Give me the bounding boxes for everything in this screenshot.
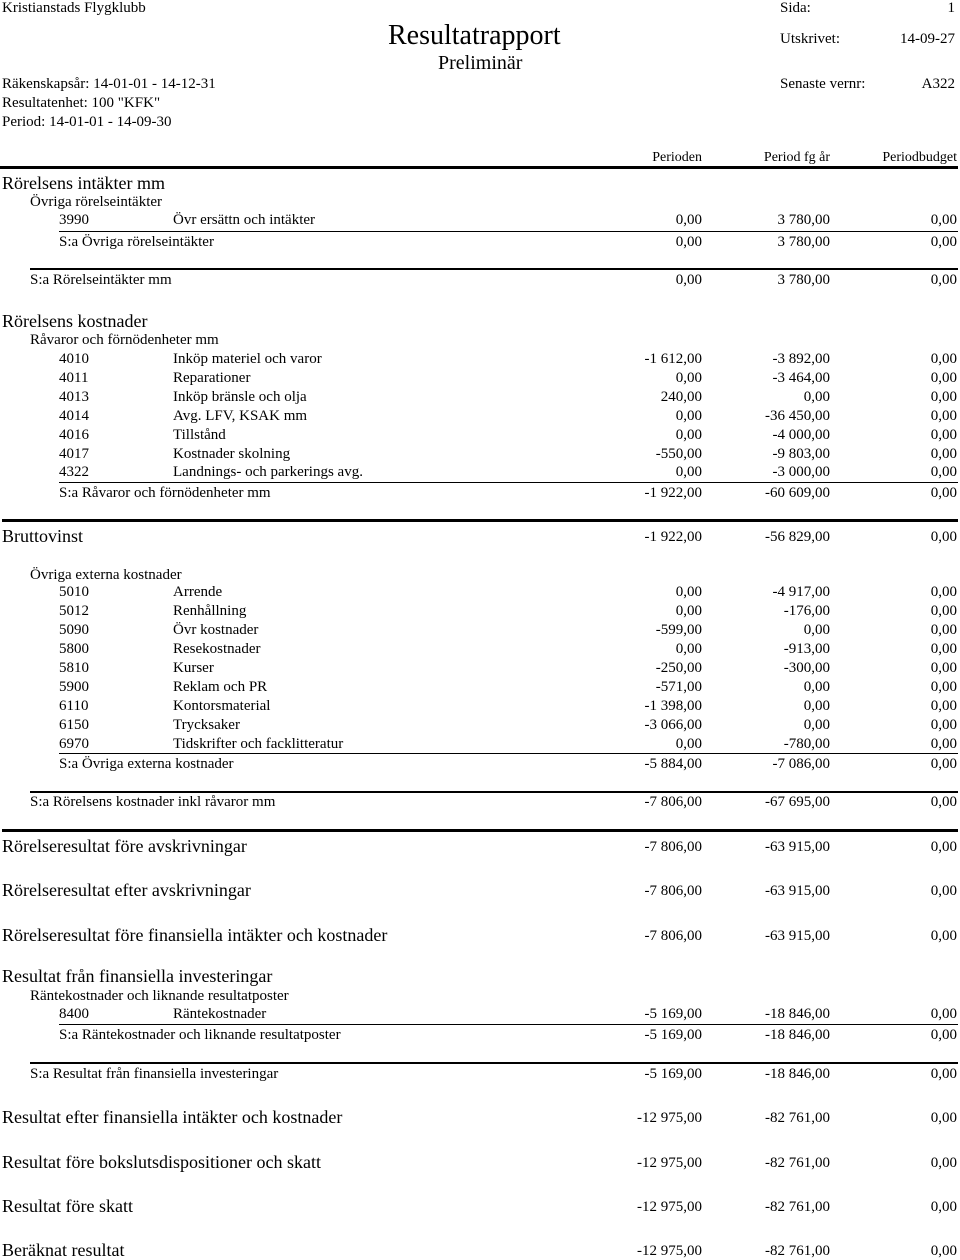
- page-number: 1: [947, 0, 955, 16]
- value-period: 0,00: [675, 212, 702, 228]
- value-previous-year: -300,00: [783, 660, 830, 676]
- value-budget: 0,00: [930, 446, 957, 462]
- value-previous-year: -63 915,00: [765, 883, 830, 899]
- value-previous-year: -18 846,00: [765, 1006, 830, 1022]
- value-previous-year: -7 086,00: [772, 756, 830, 772]
- page-label: Sida:: [780, 0, 811, 16]
- value-previous-year: -4 917,00: [772, 584, 830, 600]
- account-name: Landnings- och parkerings avg.: [173, 464, 363, 480]
- account-name: Avg. LFV, KSAK mm: [173, 408, 308, 424]
- value-budget: 0,00: [930, 1006, 957, 1022]
- value-budget: 0,00: [930, 603, 957, 619]
- value-period: -5 169,00: [644, 1066, 702, 1082]
- value-budget: 0,00: [930, 389, 957, 405]
- account-name: Resekostnader: [173, 641, 261, 657]
- account-name: Inköp materiel och varor: [173, 351, 322, 367]
- latest-voucher-label: Senaste vernr:: [780, 76, 866, 92]
- account-name: Räntekostnader: [173, 1006, 267, 1022]
- column-header-previous-year: Period fg år: [763, 150, 830, 165]
- value-previous-year: 3 780,00: [777, 272, 830, 288]
- value-period: 0,00: [675, 464, 702, 480]
- value-period: -12 975,00: [637, 1199, 702, 1215]
- value-budget: 0,00: [930, 351, 957, 367]
- row-label: Bruttovinst: [2, 526, 84, 546]
- value-period: 0,00: [675, 370, 702, 386]
- value-budget: 0,00: [930, 641, 957, 657]
- account-code: 5800: [59, 641, 89, 657]
- value-period: -12 975,00: [637, 1110, 702, 1126]
- value-previous-year: -63 915,00: [765, 839, 830, 855]
- account-code: 4016: [59, 427, 89, 443]
- printed-label: Utskrivet:: [780, 31, 840, 47]
- row-label: Resultat före skatt: [2, 1196, 133, 1216]
- value-budget: 0,00: [930, 370, 957, 386]
- value-period: 0,00: [675, 641, 702, 657]
- row-separator: [2, 519, 958, 522]
- value-budget: 0,00: [930, 272, 957, 288]
- account-code: 6970: [59, 736, 89, 752]
- row-label: Beräknat resultat: [2, 1240, 125, 1260]
- value-previous-year: 3 780,00: [777, 212, 830, 228]
- value-budget: 0,00: [930, 883, 957, 899]
- account-code: 3990: [59, 212, 89, 228]
- value-previous-year: -913,00: [783, 641, 830, 657]
- value-previous-year: -82 761,00: [765, 1155, 830, 1171]
- account-code: 5900: [59, 679, 89, 695]
- value-previous-year: 0,00: [803, 622, 830, 638]
- row-label: Rörelseresultat efter avskrivningar: [2, 880, 251, 900]
- row-label: S:a Rörelseintäkter mm: [30, 272, 172, 288]
- account-code: 4011: [59, 370, 89, 386]
- fiscal-year: Räkenskapsår: 14-01-01 - 14-12-31: [2, 76, 216, 92]
- value-budget: 0,00: [930, 1110, 957, 1126]
- report-subtitle: Preliminär: [438, 52, 523, 74]
- value-period: -1 398,00: [644, 698, 702, 714]
- value-budget: 0,00: [930, 1243, 957, 1259]
- latest-voucher-value: A322: [921, 76, 955, 92]
- account-code: 4010: [59, 351, 89, 367]
- row-separator: [30, 1062, 958, 1064]
- value-previous-year: -56 829,00: [765, 529, 830, 545]
- row-label: Räntekostnader och liknande resultatposter: [30, 988, 289, 1004]
- column-header-period: Perioden: [652, 150, 702, 165]
- value-period: -550,00: [655, 446, 702, 462]
- header-rule: [0, 166, 958, 169]
- value-period: -250,00: [655, 660, 702, 676]
- row-separator: [59, 753, 958, 754]
- value-period: -5 169,00: [644, 1027, 702, 1043]
- value-period: -571,00: [655, 679, 702, 695]
- value-previous-year: -176,00: [783, 603, 830, 619]
- value-period: -5 169,00: [644, 1006, 702, 1022]
- period: Period: 14-01-01 - 14-09-30: [2, 114, 172, 130]
- account-code: 5012: [59, 603, 89, 619]
- value-previous-year: 0,00: [803, 717, 830, 733]
- value-previous-year: -3 892,00: [772, 351, 830, 367]
- value-period: 0,00: [675, 736, 702, 752]
- value-budget: 0,00: [930, 679, 957, 695]
- value-budget: 0,00: [930, 584, 957, 600]
- row-label: Övriga externa kostnader: [30, 567, 182, 583]
- value-period: 0,00: [675, 408, 702, 424]
- value-period: 240,00: [660, 389, 702, 405]
- value-previous-year: -67 695,00: [765, 794, 830, 810]
- account-code: 4013: [59, 389, 89, 405]
- company-name: Kristianstads Flygklubb: [2, 0, 146, 16]
- value-budget: 0,00: [930, 485, 957, 501]
- value-previous-year: -780,00: [783, 736, 830, 752]
- value-period: 0,00: [675, 272, 702, 288]
- account-code: 6150: [59, 717, 89, 733]
- row-label: S:a Resultat från finansiella investeringar: [30, 1066, 279, 1082]
- column-header-budget: Periodbudget: [882, 150, 957, 165]
- value-period: -7 806,00: [644, 928, 702, 944]
- printed-date: 14-09-27: [900, 31, 955, 47]
- row-label: S:a Råvaror och förnödenheter mm: [59, 485, 271, 501]
- value-previous-year: -3 000,00: [772, 464, 830, 480]
- account-name: Kontorsmaterial: [173, 698, 271, 714]
- value-budget: 0,00: [930, 839, 957, 855]
- account-code: 6110: [59, 698, 89, 714]
- value-period: -12 975,00: [637, 1155, 702, 1171]
- account-name: Inköp bränsle och olja: [173, 389, 307, 405]
- value-previous-year: -18 846,00: [765, 1066, 830, 1082]
- row-label: Resultat efter finansiella intäkter och kostnader: [2, 1107, 343, 1127]
- value-budget: 0,00: [930, 756, 957, 772]
- row-label: Råvaror och förnödenheter mm: [30, 332, 219, 348]
- value-budget: 0,00: [930, 698, 957, 714]
- row-separator: [59, 1024, 958, 1025]
- account-code: 8400: [59, 1006, 89, 1022]
- value-previous-year: -63 915,00: [765, 928, 830, 944]
- value-period: -7 806,00: [644, 839, 702, 855]
- value-previous-year: -82 761,00: [765, 1110, 830, 1126]
- account-name: Trycksaker: [173, 717, 240, 733]
- account-name: Kostnader skolning: [173, 446, 291, 462]
- account-code: 5810: [59, 660, 89, 676]
- value-previous-year: 3 780,00: [777, 234, 830, 250]
- value-previous-year: -18 846,00: [765, 1027, 830, 1043]
- row-label: Övriga rörelseintäkter: [30, 194, 163, 210]
- value-period: 0,00: [675, 603, 702, 619]
- value-budget: 0,00: [930, 529, 957, 545]
- account-name: Kurser: [173, 660, 214, 676]
- account-code: 5010: [59, 584, 89, 600]
- value-previous-year: -60 609,00: [765, 485, 830, 501]
- value-previous-year: -9 803,00: [772, 446, 830, 462]
- value-budget: 0,00: [930, 622, 957, 638]
- result-unit: Resultatenhet: 100 "KFK": [2, 95, 161, 111]
- value-budget: 0,00: [930, 928, 957, 944]
- value-budget: 0,00: [930, 736, 957, 752]
- row-separator: [59, 231, 958, 232]
- row-separator: [59, 482, 958, 483]
- value-period: -599,00: [655, 622, 702, 638]
- account-name: Arrende: [173, 584, 223, 600]
- row-label: Rörelseresultat före avskrivningar: [2, 836, 247, 856]
- value-budget: 0,00: [930, 1199, 957, 1215]
- value-budget: 0,00: [930, 464, 957, 480]
- value-previous-year: 0,00: [803, 389, 830, 405]
- value-period: 0,00: [675, 234, 702, 250]
- row-label: Rörelseresultat före finansiella intäkter och kostnader: [2, 925, 388, 945]
- value-period: -7 806,00: [644, 794, 702, 810]
- row-label: Resultat före bokslutsdispositioner och skatt: [2, 1152, 321, 1172]
- value-period: -1 922,00: [644, 485, 702, 501]
- account-name: Reparationer: [173, 370, 251, 386]
- row-label: Rörelsens intäkter mm: [2, 173, 165, 193]
- value-budget: 0,00: [930, 660, 957, 676]
- account-code: 4014: [59, 408, 89, 424]
- account-name: Renhållning: [173, 603, 247, 619]
- value-budget: 0,00: [930, 427, 957, 443]
- row-label: S:a Övriga rörelseintäkter: [59, 234, 214, 250]
- value-previous-year: -82 761,00: [765, 1199, 830, 1215]
- row-separator: [30, 268, 958, 270]
- row-label: S:a Rörelsens kostnader inkl råvaror mm: [30, 794, 276, 810]
- value-budget: 0,00: [930, 1027, 957, 1043]
- account-name: Reklam och PR: [173, 679, 268, 695]
- row-label: Resultat från finansiella investeringar: [2, 966, 273, 986]
- account-code: 5090: [59, 622, 89, 638]
- value-period: -1 922,00: [644, 529, 702, 545]
- value-period: 0,00: [675, 427, 702, 443]
- value-period: -7 806,00: [644, 883, 702, 899]
- value-budget: 0,00: [930, 234, 957, 250]
- value-budget: 0,00: [930, 212, 957, 228]
- value-period: -5 884,00: [644, 756, 702, 772]
- account-name: Tillstånd: [173, 427, 226, 443]
- value-previous-year: 0,00: [803, 679, 830, 695]
- account-name: Övr ersättn och intäkter: [173, 212, 316, 228]
- value-period: -3 066,00: [644, 717, 702, 733]
- account-code: 4322: [59, 464, 89, 480]
- value-budget: 0,00: [930, 1155, 957, 1171]
- value-previous-year: -3 464,00: [772, 370, 830, 386]
- account-name: Övr kostnader: [173, 622, 259, 638]
- account-name: Tidskrifter och facklitteratur: [173, 736, 344, 752]
- row-label: S:a Räntekostnader och liknande resultatposter: [59, 1027, 341, 1043]
- value-budget: 0,00: [930, 794, 957, 810]
- value-period: -12 975,00: [637, 1243, 702, 1259]
- row-label: Rörelsens kostnader: [2, 311, 148, 331]
- value-budget: 0,00: [930, 1066, 957, 1082]
- value-budget: 0,00: [930, 717, 957, 733]
- value-period: 0,00: [675, 584, 702, 600]
- value-previous-year: -82 761,00: [765, 1243, 830, 1259]
- row-separator: [2, 829, 958, 832]
- value-previous-year: -36 450,00: [765, 408, 830, 424]
- value-period: -1 612,00: [644, 351, 702, 367]
- value-budget: 0,00: [930, 408, 957, 424]
- report-title: Resultatrapport: [388, 20, 561, 51]
- value-previous-year: 0,00: [803, 698, 830, 714]
- value-previous-year: -4 000,00: [772, 427, 830, 443]
- row-label: S:a Övriga externa kostnader: [59, 756, 234, 772]
- row-separator: [30, 791, 958, 793]
- account-code: 4017: [59, 446, 89, 462]
